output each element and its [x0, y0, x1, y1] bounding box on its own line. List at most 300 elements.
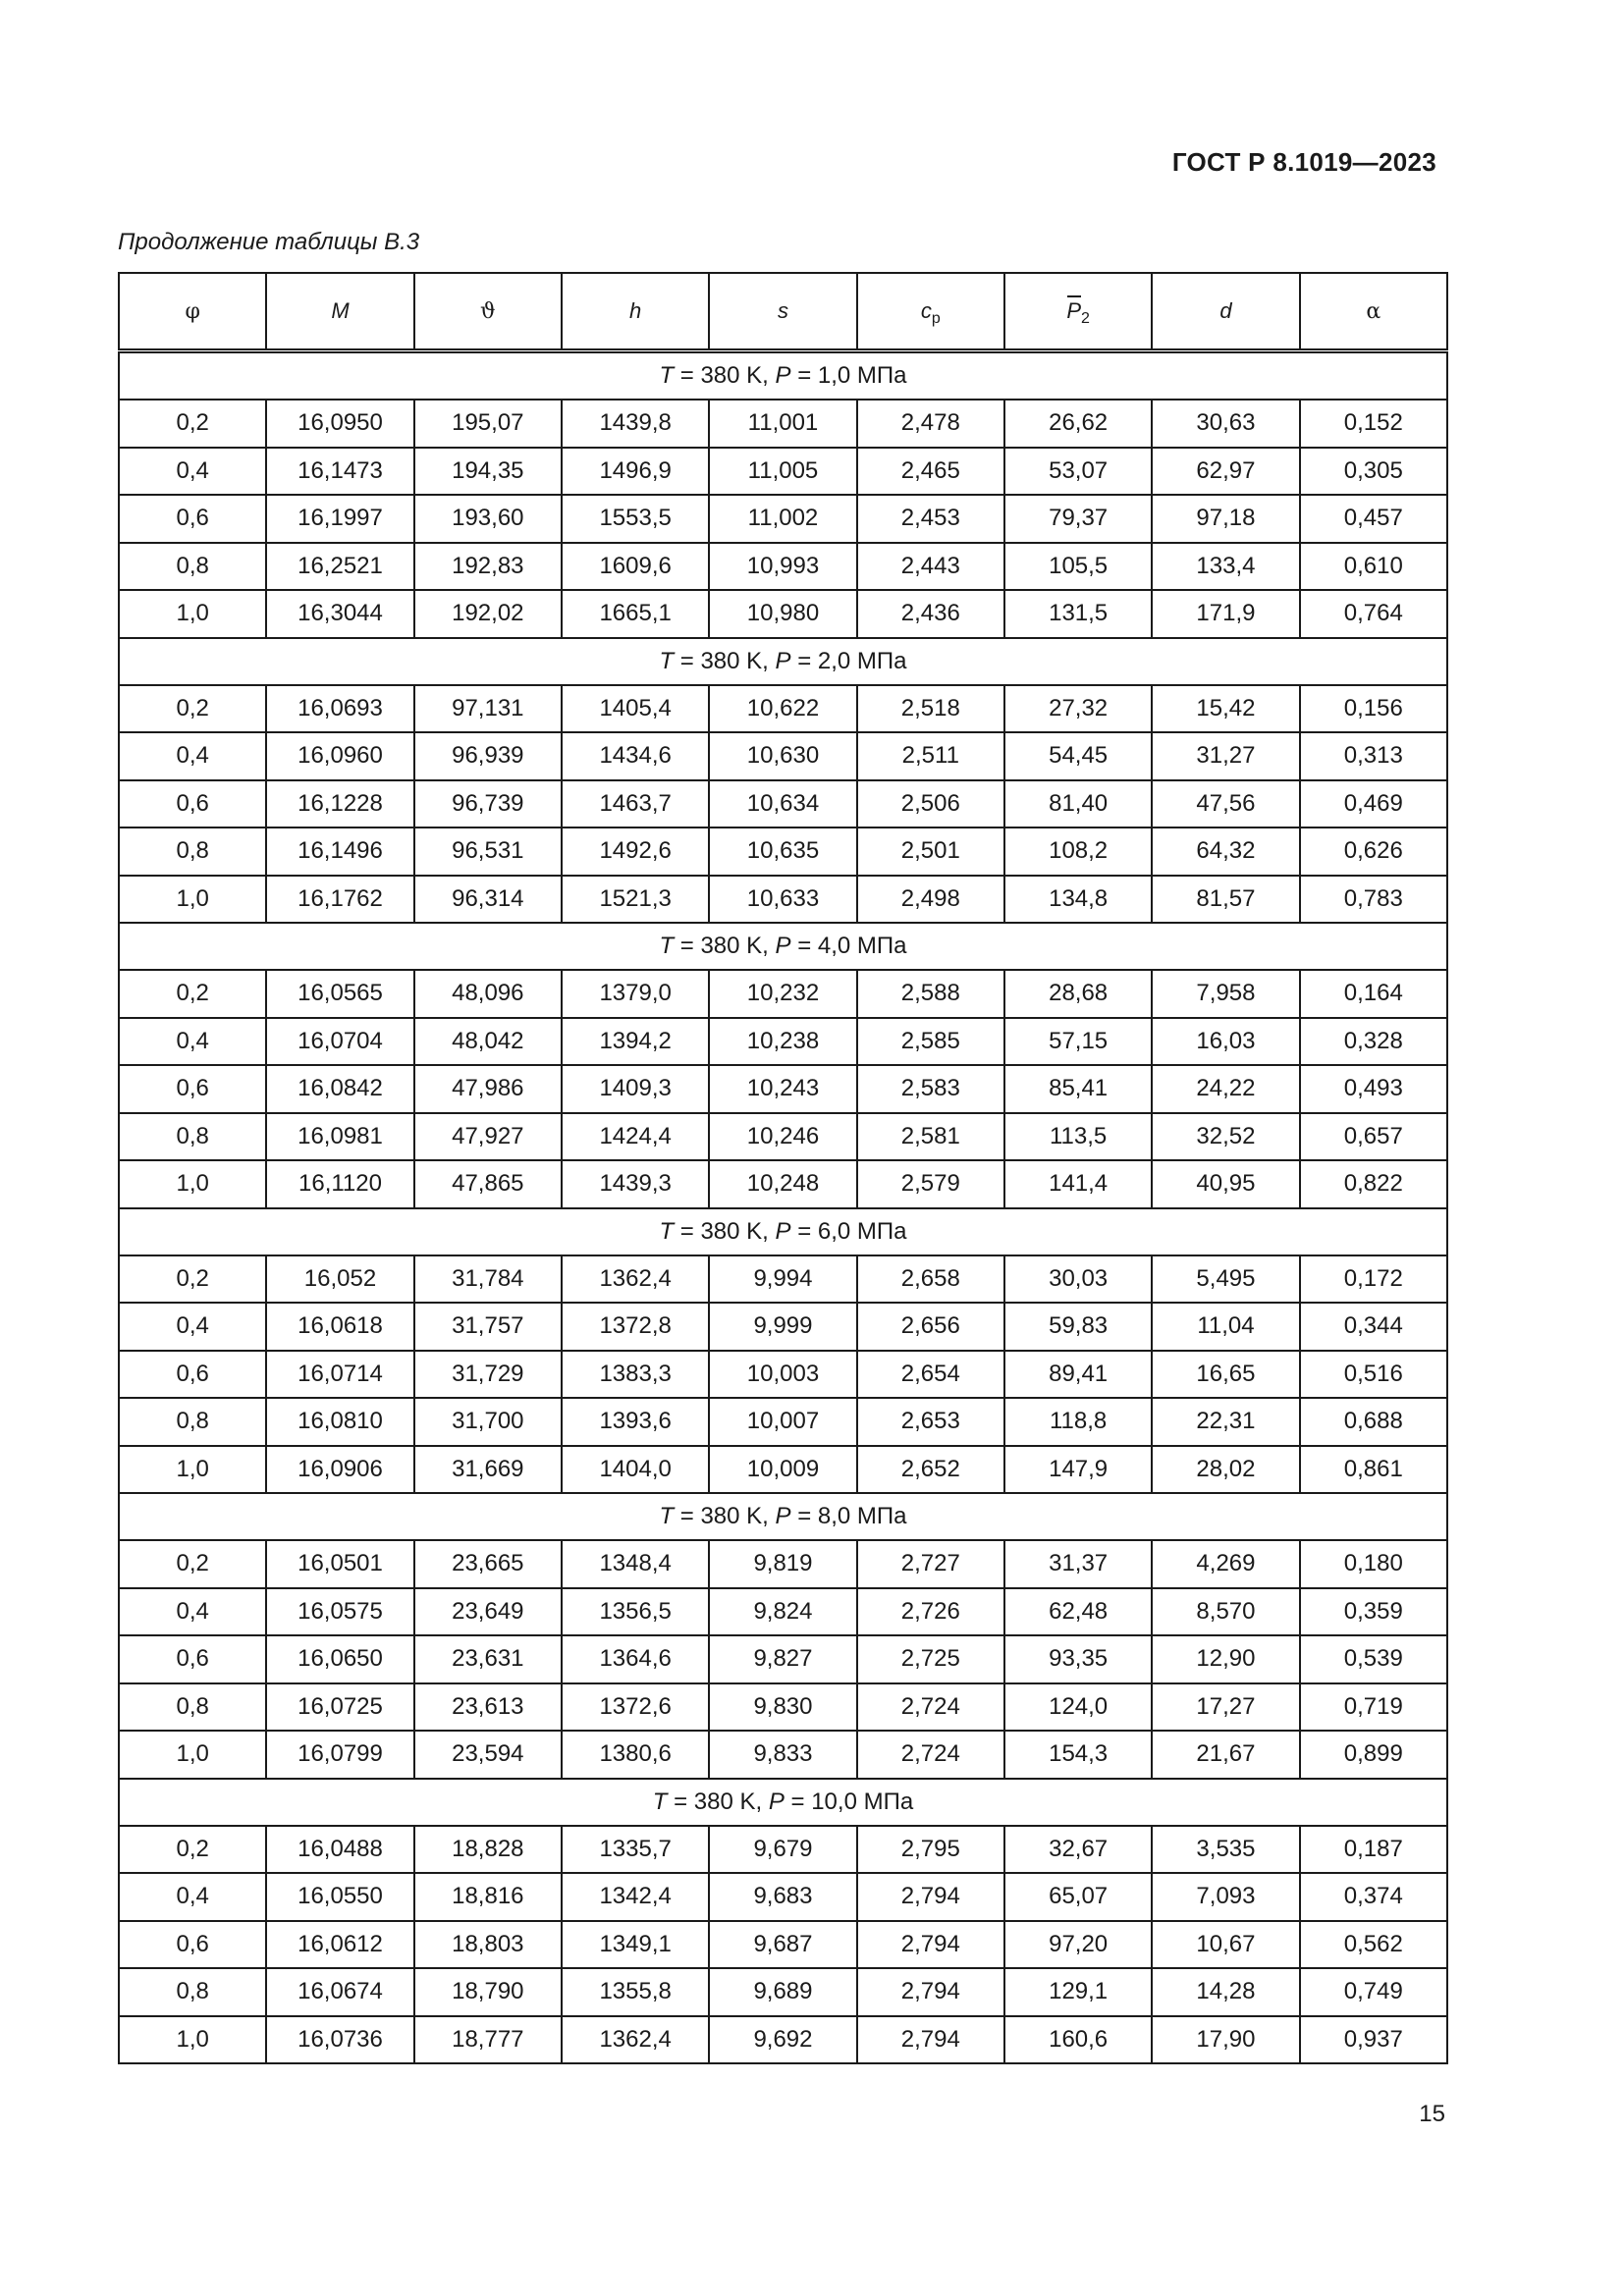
- table-cell: 9,689: [709, 1968, 856, 2016]
- table-cell: 53,07: [1004, 448, 1152, 496]
- table-cell: 31,27: [1152, 732, 1299, 780]
- table-cell: 0,899: [1300, 1731, 1447, 1779]
- table-row: [119, 1873, 1447, 1921]
- table-cell: 2,465: [857, 448, 1004, 496]
- table-row: [119, 1255, 1447, 1304]
- table-cell: 10,246: [709, 1113, 856, 1161]
- table-cell: 96,314: [414, 876, 562, 924]
- table-cell: 194,35: [414, 448, 562, 496]
- table-cell: 0,783: [1300, 876, 1447, 924]
- table-cell: 129,1: [1004, 1968, 1152, 2016]
- group-label-t-sym: T: [659, 362, 675, 389]
- table-row: [119, 2016, 1447, 2064]
- table-cell: 1,0: [119, 1160, 266, 1208]
- group-header-row: [119, 1779, 1447, 1826]
- group-header-row: [119, 351, 1447, 400]
- table-cell: 1362,4: [562, 1255, 709, 1304]
- table-cell: 2,724: [857, 1683, 1004, 1732]
- table-cell: 0,4: [119, 1018, 266, 1066]
- table-cell: 16,0501: [266, 1540, 413, 1588]
- table-cell: 4,269: [1152, 1540, 1299, 1588]
- group-label-t-val: = 380 K,: [674, 933, 776, 959]
- table-row: [119, 1160, 1447, 1208]
- table-cell: 10,007: [709, 1398, 856, 1446]
- group-label-t-sym: T: [659, 1503, 675, 1529]
- table-cell: 2,654: [857, 1351, 1004, 1399]
- table-cell: 97,20: [1004, 1921, 1152, 1969]
- table-cell: 26,62: [1004, 400, 1152, 448]
- group-header-row: [119, 638, 1447, 685]
- table-cell: 1,0: [119, 876, 266, 924]
- column-header: [266, 273, 413, 351]
- table-cell: 0,610: [1300, 543, 1447, 591]
- table-cell: 16,1120: [266, 1160, 413, 1208]
- table-cell: 3,535: [1152, 1826, 1299, 1874]
- table-cell: 2,794: [857, 1873, 1004, 1921]
- table-cell: 0,6: [119, 1065, 266, 1113]
- table-row: [119, 1113, 1447, 1161]
- group-label: [119, 1493, 1447, 1540]
- table-cell: 65,07: [1004, 1873, 1152, 1921]
- table-cell: 9,827: [709, 1635, 856, 1683]
- table-row: [119, 1826, 1447, 1874]
- table-cell: 1393,6: [562, 1398, 709, 1446]
- document-code: ГОСТ Р 8.1019—2023: [1171, 147, 1436, 177]
- table-cell: 2,478: [857, 400, 1004, 448]
- table-cell: 2,794: [857, 1921, 1004, 1969]
- table-cell: 10,009: [709, 1446, 856, 1494]
- column-header: [709, 273, 856, 351]
- column-symbol: φ: [185, 298, 200, 324]
- table-row: [119, 780, 1447, 828]
- group-label-t-val: = 380 K,: [667, 1788, 769, 1815]
- group-label-t-val: = 380 K,: [674, 1503, 776, 1529]
- table-cell: 16,0960: [266, 732, 413, 780]
- table-cell: 23,613: [414, 1683, 562, 1732]
- table-cell: 113,5: [1004, 1113, 1152, 1161]
- table-cell: 79,37: [1004, 495, 1152, 543]
- group-label: [119, 638, 1447, 685]
- table-cell: 1463,7: [562, 780, 709, 828]
- table-cell: 2,453: [857, 495, 1004, 543]
- table-cell: 96,739: [414, 780, 562, 828]
- table-cell: 1439,3: [562, 1160, 709, 1208]
- table-cell: 0,626: [1300, 828, 1447, 876]
- table-row: [119, 876, 1447, 924]
- table-body: [119, 351, 1447, 2064]
- table-cell: 18,828: [414, 1826, 562, 1874]
- group-label-p-sym: P: [775, 362, 791, 389]
- table-cell: 2,506: [857, 780, 1004, 828]
- table-cell: 1349,1: [562, 1921, 709, 1969]
- table-cell: 9,692: [709, 2016, 856, 2064]
- group-label: [119, 1779, 1447, 1826]
- table-cell: 1372,6: [562, 1683, 709, 1732]
- table-cell: 31,37: [1004, 1540, 1152, 1588]
- table-cell: 97,18: [1152, 495, 1299, 543]
- table-cell: 96,939: [414, 732, 562, 780]
- table-row: [119, 1446, 1447, 1494]
- table-cell: 2,498: [857, 876, 1004, 924]
- table-cell: 16,1762: [266, 876, 413, 924]
- table-cell: 17,90: [1152, 2016, 1299, 2064]
- table-cell: 1379,0: [562, 970, 709, 1018]
- table-cell: 47,927: [414, 1113, 562, 1161]
- table-cell: 160,6: [1004, 2016, 1152, 2064]
- group-label-p-sym: P: [775, 933, 791, 959]
- table-cell: 10,232: [709, 970, 856, 1018]
- table-cell: 1356,5: [562, 1588, 709, 1636]
- table-cell: 16,0550: [266, 1873, 413, 1921]
- table-cell: 1521,3: [562, 876, 709, 924]
- table-cell: 10,980: [709, 590, 856, 638]
- table-cell: 0,2: [119, 1540, 266, 1588]
- table-cell: 2,579: [857, 1160, 1004, 1208]
- table-cell: 16,0575: [266, 1588, 413, 1636]
- table-row: [119, 1731, 1447, 1779]
- table-cell: 192,83: [414, 543, 562, 591]
- table-cell: 93,35: [1004, 1635, 1152, 1683]
- table-cell: 24,22: [1152, 1065, 1299, 1113]
- table-row: [119, 543, 1447, 591]
- table-cell: 0,328: [1300, 1018, 1447, 1066]
- table-cell: 0,2: [119, 1826, 266, 1874]
- column-header: [1004, 273, 1152, 351]
- table-cell: 32,67: [1004, 1826, 1152, 1874]
- table-cell: 10,993: [709, 543, 856, 591]
- table-cell: 1,0: [119, 590, 266, 638]
- table-cell: 16,0612: [266, 1921, 413, 1969]
- table-cell: 48,096: [414, 970, 562, 1018]
- table-cell: 9,994: [709, 1255, 856, 1304]
- table-row: [119, 1921, 1447, 1969]
- column-header: [1152, 273, 1299, 351]
- table-cell: 195,07: [414, 400, 562, 448]
- table-cell: 30,63: [1152, 400, 1299, 448]
- table-cell: 0,493: [1300, 1065, 1447, 1113]
- table-cell: 1362,4: [562, 2016, 709, 2064]
- table-cell: 27,32: [1004, 685, 1152, 733]
- group-label-p-val: = 8,0 МПа: [790, 1503, 907, 1529]
- group-label-t-val: = 380 K,: [674, 1217, 776, 1245]
- table-cell: 0,172: [1300, 1255, 1447, 1304]
- table-cell: 0,2: [119, 685, 266, 733]
- table-cell: 16,0810: [266, 1398, 413, 1446]
- column-header: [414, 273, 562, 351]
- group-label-p-sym: P: [775, 647, 791, 674]
- column-header: [1300, 273, 1447, 351]
- table-cell: 0,516: [1300, 1351, 1447, 1399]
- table-cell: 1355,8: [562, 1968, 709, 2016]
- table-cell: 1439,8: [562, 400, 709, 448]
- table-cell: 2,588: [857, 970, 1004, 1018]
- table-cell: 10,633: [709, 876, 856, 924]
- table-cell: 0,6: [119, 1635, 266, 1683]
- table-cell: 2,725: [857, 1635, 1004, 1683]
- table-cell: 0,305: [1300, 448, 1447, 496]
- table-row: [119, 970, 1447, 1018]
- table-cell: 16,0842: [266, 1065, 413, 1113]
- table-cell: 0,187: [1300, 1826, 1447, 1874]
- column-symbol: M: [331, 298, 350, 323]
- table-cell: 1665,1: [562, 590, 709, 638]
- table-cell: 62,48: [1004, 1588, 1152, 1636]
- table-cell: 1404,0: [562, 1446, 709, 1494]
- table-cell: 0,822: [1300, 1160, 1447, 1208]
- table-cell: 2,443: [857, 543, 1004, 591]
- table-cell: 16,0906: [266, 1446, 413, 1494]
- table-cell: 10,003: [709, 1351, 856, 1399]
- group-label: [119, 923, 1447, 970]
- column-subscript: 2: [1081, 310, 1090, 327]
- table-cell: 47,865: [414, 1160, 562, 1208]
- table-cell: 16,1997: [266, 495, 413, 543]
- table-cell: 0,4: [119, 1303, 266, 1351]
- table-cell: 2,794: [857, 2016, 1004, 2064]
- table-cell: 0,457: [1300, 495, 1447, 543]
- page-number: 15: [1419, 2101, 1445, 2127]
- table-cell: 28,02: [1152, 1446, 1299, 1494]
- table-cell: 8,570: [1152, 1588, 1299, 1636]
- table-cell: 0,8: [119, 1968, 266, 2016]
- table-cell: 22,31: [1152, 1398, 1299, 1446]
- table-cell: 2,501: [857, 828, 1004, 876]
- table-cell: 23,665: [414, 1540, 562, 1588]
- table-cell: 2,795: [857, 1826, 1004, 1874]
- header-row: [119, 273, 1447, 351]
- table-cell: 0,657: [1300, 1113, 1447, 1161]
- table-row: [119, 1351, 1447, 1399]
- table-cell: 124,0: [1004, 1683, 1152, 1732]
- column-symbol: d: [1219, 298, 1232, 323]
- table-cell: 7,958: [1152, 970, 1299, 1018]
- table-cell: 2,726: [857, 1588, 1004, 1636]
- table-cell: 2,518: [857, 685, 1004, 733]
- table-cell: 81,57: [1152, 876, 1299, 924]
- table-cell: 12,90: [1152, 1635, 1299, 1683]
- table-cell: 18,803: [414, 1921, 562, 1969]
- group-label-t-sym: T: [652, 1788, 668, 1815]
- group-header-row: [119, 1493, 1447, 1540]
- table-cell: 10,243: [709, 1065, 856, 1113]
- table-cell: 16,0488: [266, 1826, 413, 1874]
- table-cell: 1609,6: [562, 543, 709, 591]
- table-cell: 89,41: [1004, 1351, 1152, 1399]
- table-cell: 0,344: [1300, 1303, 1447, 1351]
- table-cell: 10,630: [709, 732, 856, 780]
- table-cell: 57,15: [1004, 1018, 1152, 1066]
- table-cell: 1553,5: [562, 495, 709, 543]
- table-row: [119, 732, 1447, 780]
- table-cell: 31,757: [414, 1303, 562, 1351]
- table-cell: 0,359: [1300, 1588, 1447, 1636]
- table-cell: 0,937: [1300, 2016, 1447, 2064]
- table-cell: 1394,2: [562, 1018, 709, 1066]
- table-row: [119, 1588, 1447, 1636]
- table-cell: 0,8: [119, 828, 266, 876]
- table-cell: 2,583: [857, 1065, 1004, 1113]
- table-cell: 0,8: [119, 1398, 266, 1446]
- table-cell: 16,0725: [266, 1683, 413, 1732]
- table-cell: 1372,8: [562, 1303, 709, 1351]
- table-row: [119, 400, 1447, 448]
- group-label: [119, 351, 1447, 400]
- table-cell: 0,764: [1300, 590, 1447, 638]
- table-cell: 0,749: [1300, 1968, 1447, 2016]
- table-cell: 0,719: [1300, 1683, 1447, 1732]
- table-cell: 96,531: [414, 828, 562, 876]
- table-cell: 2,656: [857, 1303, 1004, 1351]
- table-cell: 0,164: [1300, 970, 1447, 1018]
- table-cell: 47,986: [414, 1065, 562, 1113]
- table-cell: 17,27: [1152, 1683, 1299, 1732]
- table-row: [119, 1683, 1447, 1732]
- group-label-p-val: = 1,0 МПа: [790, 362, 907, 389]
- table-cell: 23,631: [414, 1635, 562, 1683]
- column-symbol: h: [629, 298, 642, 323]
- table-cell: 1364,6: [562, 1635, 709, 1683]
- table-cell: 16,2521: [266, 543, 413, 591]
- table-cell: 16,0714: [266, 1351, 413, 1399]
- table-cell: 30,03: [1004, 1255, 1152, 1304]
- table-cell: 0,6: [119, 1921, 266, 1969]
- group-label-t-sym: T: [659, 1217, 675, 1245]
- table-cell: 1409,3: [562, 1065, 709, 1113]
- table-cell: 0,8: [119, 543, 266, 591]
- table-cell: 1380,6: [562, 1731, 709, 1779]
- table-cell: 105,5: [1004, 543, 1152, 591]
- table-cell: 131,5: [1004, 590, 1152, 638]
- table-cell: 193,60: [414, 495, 562, 543]
- table-cell: 16,1496: [266, 828, 413, 876]
- table-cell: 1,0: [119, 1446, 266, 1494]
- table-cell: 0,4: [119, 1588, 266, 1636]
- table-cell: 2,585: [857, 1018, 1004, 1066]
- table-cell: 11,005: [709, 448, 856, 496]
- table-cell: 11,04: [1152, 1303, 1299, 1351]
- table-cell: 0,156: [1300, 685, 1447, 733]
- table-caption: Продолжение таблицы В.3: [118, 229, 420, 255]
- group-label-t-sym: T: [659, 647, 675, 674]
- table-cell: 81,40: [1004, 780, 1152, 828]
- table-cell: 11,002: [709, 495, 856, 543]
- table-cell: 14,28: [1152, 1968, 1299, 2016]
- table-cell: 64,32: [1152, 828, 1299, 876]
- table-cell: 48,042: [414, 1018, 562, 1066]
- table-cell: 47,56: [1152, 780, 1299, 828]
- table-row: [119, 590, 1447, 638]
- table-cell: 0,4: [119, 732, 266, 780]
- table-row: [119, 1303, 1447, 1351]
- overbar-mark: [1067, 295, 1081, 297]
- table-cell: 0,4: [119, 1873, 266, 1921]
- group-label-p-sym: P: [768, 1788, 785, 1815]
- table-cell: 2,727: [857, 1540, 1004, 1588]
- table-cell: 16,0799: [266, 1731, 413, 1779]
- table-cell: 2,724: [857, 1731, 1004, 1779]
- table-cell: 9,687: [709, 1921, 856, 1969]
- table-cell: 18,816: [414, 1873, 562, 1921]
- table-cell: 10,67: [1152, 1921, 1299, 1969]
- table-cell: 1,0: [119, 1731, 266, 1779]
- table-cell: 0,8: [119, 1683, 266, 1732]
- table-cell: 16,03: [1152, 1018, 1299, 1066]
- table-cell: 0,8: [119, 1113, 266, 1161]
- table-cell: 16,1473: [266, 448, 413, 496]
- group-label: [119, 1208, 1447, 1255]
- table-cell: 118,8: [1004, 1398, 1152, 1446]
- table-cell: 16,052: [266, 1255, 413, 1304]
- table-cell: 2,581: [857, 1113, 1004, 1161]
- table-cell: 31,700: [414, 1398, 562, 1446]
- table-cell: 10,634: [709, 780, 856, 828]
- table-cell: 16,65: [1152, 1351, 1299, 1399]
- table-cell: 2,794: [857, 1968, 1004, 2016]
- table-cell: 31,669: [414, 1446, 562, 1494]
- table-cell: 0,180: [1300, 1540, 1447, 1588]
- column-header: [562, 273, 709, 351]
- column-symbol: ϑ: [479, 298, 496, 324]
- table-cell: 16,3044: [266, 590, 413, 638]
- table-cell: 54,45: [1004, 732, 1152, 780]
- table-cell: 1348,4: [562, 1540, 709, 1588]
- table-cell: 31,784: [414, 1255, 562, 1304]
- table-cell: 0,6: [119, 780, 266, 828]
- table-cell: 18,777: [414, 2016, 562, 2064]
- table-cell: 16,0565: [266, 970, 413, 1018]
- table-cell: 10,238: [709, 1018, 856, 1066]
- table-cell: 1,0: [119, 2016, 266, 2064]
- table-cell: 0,4: [119, 448, 266, 496]
- table-cell: 9,679: [709, 1826, 856, 1874]
- table-cell: 9,824: [709, 1588, 856, 1636]
- table-cell: 0,2: [119, 1255, 266, 1304]
- table-cell: 10,622: [709, 685, 856, 733]
- column-header: [857, 273, 1004, 351]
- table-cell: 1342,4: [562, 1873, 709, 1921]
- table-cell: 23,649: [414, 1588, 562, 1636]
- table-cell: 16,0674: [266, 1968, 413, 2016]
- table-cell: 171,9: [1152, 590, 1299, 638]
- group-label-p-sym: P: [775, 1503, 791, 1529]
- group-label-p-val: = 4,0 МПа: [790, 933, 907, 959]
- table-row: [119, 1968, 1447, 2016]
- table-cell: 16,0618: [266, 1303, 413, 1351]
- table-cell: 0,2: [119, 970, 266, 1018]
- table-cell: 0,2: [119, 400, 266, 448]
- group-label-p-val: = 10,0 МПа: [784, 1788, 914, 1815]
- table-cell: 0,6: [119, 1351, 266, 1399]
- table-cell: 31,729: [414, 1351, 562, 1399]
- table-cell: 0,152: [1300, 400, 1447, 448]
- table-cell: 1383,3: [562, 1351, 709, 1399]
- group-label-p-sym: P: [775, 1217, 791, 1245]
- table-cell: 18,790: [414, 1968, 562, 2016]
- table-cell: 154,3: [1004, 1731, 1152, 1779]
- table-cell: 147,9: [1004, 1446, 1152, 1494]
- table-cell: 1434,6: [562, 732, 709, 780]
- table-cell: 0,469: [1300, 780, 1447, 828]
- table-cell: 59,83: [1004, 1303, 1152, 1351]
- table-cell: 11,001: [709, 400, 856, 448]
- table-cell: 28,68: [1004, 970, 1152, 1018]
- table-cell: 134,8: [1004, 876, 1152, 924]
- table-cell: 40,95: [1152, 1160, 1299, 1208]
- table-row: [119, 448, 1447, 496]
- column-header: [119, 273, 266, 351]
- table-cell: 9,830: [709, 1683, 856, 1732]
- table-row: [119, 1065, 1447, 1113]
